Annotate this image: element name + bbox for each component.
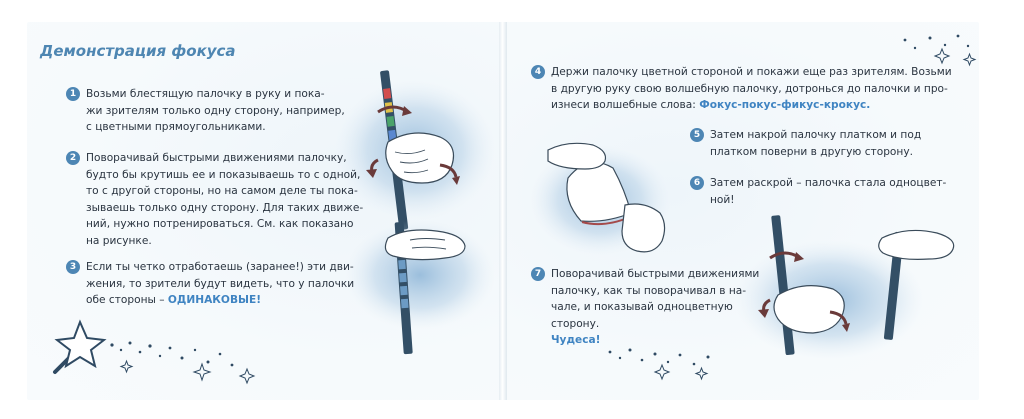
step-text <box>86 259 354 309</box>
sparkles-icon <box>110 342 254 384</box>
step-text-line: на рисунке. <box>86 234 152 247</box>
step-number-badge: 5 <box>690 128 704 142</box>
hand-icon <box>385 230 465 260</box>
step-4 <box>531 64 952 114</box>
step-text <box>86 150 363 249</box>
step-text-fragment: изнеси волшебные слова: <box>551 99 700 111</box>
step-text-line: жения, то зрители будут видеть, что у палочки <box>86 277 355 290</box>
step-text-line: платком поверни в другую сторону. <box>710 145 913 158</box>
hand-icon <box>548 143 606 169</box>
highlight-text: Чудеса! <box>551 334 601 346</box>
step-number-badge: 6 <box>690 176 704 190</box>
step-text-fragment: обе стороны – <box>86 294 168 306</box>
step-text <box>551 64 952 114</box>
step-text-line: с цветными прямоугольниками. <box>86 121 266 133</box>
sparkles-icon <box>904 35 975 65</box>
hand-icon <box>774 286 844 333</box>
step-text-line: Поворачивай быстрыми движениями палочку, <box>86 152 347 164</box>
step-text <box>86 86 345 136</box>
step-text-line: будто бы крутишь ее и показываешь то с одной, <box>86 168 361 181</box>
step-text-line: в другую руку свою волшебную палочку, дотронься до палочки и про- <box>551 82 948 95</box>
step-text-line: палочку, как ты поворачивал в на- <box>551 284 747 297</box>
step-text-line: Возьми блестящую палочку в руку и пока- <box>86 88 325 100</box>
step-text <box>710 127 921 160</box>
step-text-line: чале, и показывай одноцветную <box>551 301 733 313</box>
step-number-badge: 1 <box>66 87 80 101</box>
step-text-line: Затем раскрой – палочка стала одноцвет- <box>710 177 947 189</box>
step-text-line: зываешь только одну сторону. Для таких движе- <box>86 201 364 214</box>
step-text-line <box>551 97 952 114</box>
step-text <box>551 266 759 349</box>
step-text-line: Если ты четко отработаешь (заранее!) эти дви- <box>86 261 354 273</box>
step-text <box>710 175 946 208</box>
step-text-line: то с другой стороны, но на самом деле ты пока- <box>86 185 358 197</box>
hand-icon <box>386 133 454 183</box>
step-3 <box>66 259 354 309</box>
step-number-badge: 2 <box>66 151 80 165</box>
step-6 <box>690 175 946 208</box>
step-2 <box>66 150 363 249</box>
wand-turn-illustration-right <box>735 215 954 360</box>
step-number-badge: 7 <box>531 267 545 281</box>
step-text-line: ний, нужно потренироваться. См. как показано <box>86 218 354 230</box>
wand-turn-illustration-bottom <box>345 220 495 354</box>
step-5 <box>690 127 921 160</box>
highlight-text: ОДИНАКОВЫЕ! <box>167 294 262 306</box>
magic-star-wand-icon <box>55 322 104 372</box>
magic-words: Фокус-покус-фикус-крокус. <box>699 99 871 111</box>
sparkles-icon <box>609 349 710 380</box>
step-text-line: ной! <box>710 193 735 206</box>
step-number-badge: 3 <box>66 260 80 274</box>
step-number-badge: 4 <box>531 65 545 79</box>
step-text-line <box>86 292 354 309</box>
step-text-line: Поворачивай быстрыми движениями <box>551 268 760 280</box>
step-text-line: жи зрителям только одну сторону, например, <box>86 104 345 117</box>
step-text-line: Затем накрой палочку платком и под <box>710 129 922 141</box>
step-1 <box>66 86 345 136</box>
step-7 <box>531 266 759 349</box>
hand-icon <box>622 204 665 252</box>
hand-icon <box>879 230 954 259</box>
step-text-line: сторону. <box>551 317 600 330</box>
page-title: Демонстрация фокуса <box>40 42 236 60</box>
step-text-line: Держи палочку цветной стороной и покажи еще раз зрителям. Возьми <box>551 66 952 78</box>
handkerchief-illustration <box>530 143 670 255</box>
